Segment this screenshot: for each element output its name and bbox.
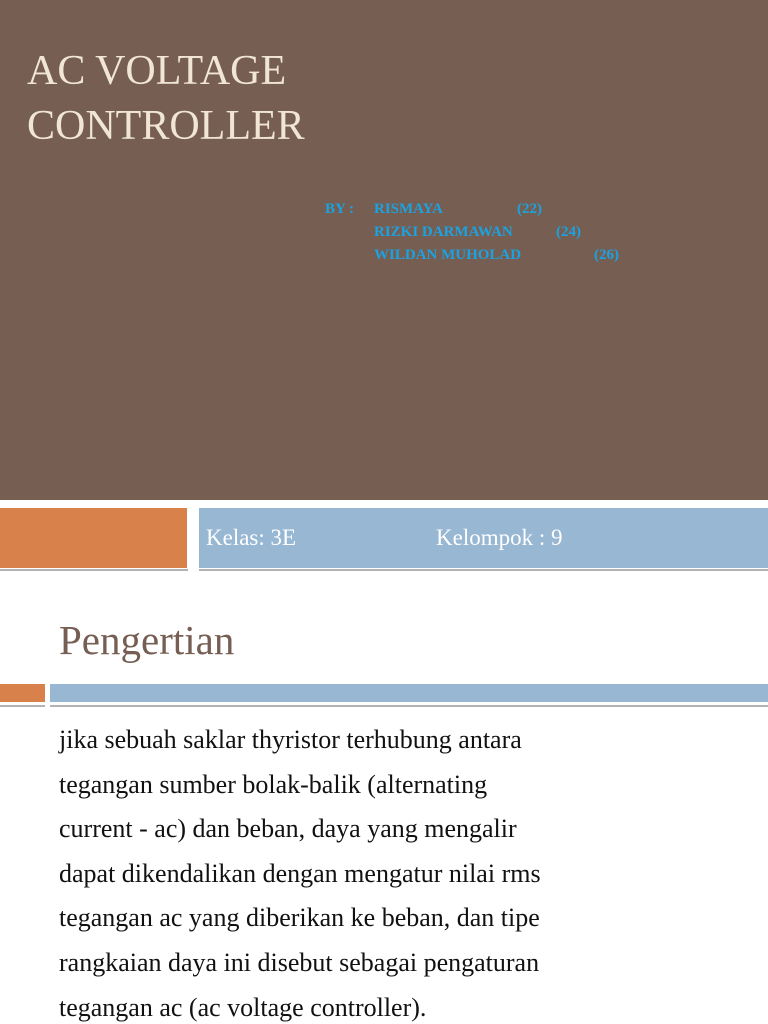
author-name: WILDAN MUHOLAD bbox=[374, 247, 522, 263]
slide-title bbox=[27, 44, 627, 154]
divider-line bbox=[50, 705, 768, 707]
class-label: Kelas: 3E bbox=[206, 525, 297, 550]
paragraph-line: tegangan ac (ac voltage controller). bbox=[59, 992, 427, 1022]
divider-line bbox=[0, 569, 188, 571]
blue-accent-band bbox=[50, 684, 768, 702]
divider-line bbox=[199, 569, 768, 571]
paragraph-line: dapat dikendalikan dengan mengatur nilai rms bbox=[59, 858, 541, 888]
author-name: RISMAYA bbox=[374, 201, 443, 217]
author-name: RIZKI DARMAWAN bbox=[374, 224, 513, 240]
slide-title-line-1: AC VOLTAGE bbox=[27, 48, 287, 94]
author-number: (26) bbox=[594, 247, 619, 263]
author-number: (22) bbox=[517, 201, 542, 217]
orange-accent-block bbox=[0, 684, 45, 702]
definition-paragraph bbox=[59, 718, 739, 1024]
paragraph-line: tegangan sumber bolak-balik (alternating bbox=[59, 769, 488, 799]
orange-accent-block bbox=[0, 508, 187, 568]
author-number: (24) bbox=[556, 224, 581, 240]
paragraph-line: current - ac) dan beban, daya yang mengalir bbox=[59, 814, 517, 844]
paragraph-line: jika sebuah saklar thyristor terhubung antara bbox=[59, 725, 522, 754]
divider-line bbox=[0, 705, 45, 707]
paragraph-line: tegangan ac yang diberikan ke beban, dan tipe bbox=[59, 903, 540, 933]
section-title: Pengertian bbox=[59, 617, 235, 663]
paragraph-line: rangkaian daya ini disebut sebagai pengaturan bbox=[59, 947, 540, 977]
slide-title-line-2: CONTROLLER bbox=[27, 103, 305, 149]
by-label: BY : bbox=[325, 201, 355, 217]
group-label: Kelompok : 9 bbox=[436, 525, 563, 550]
